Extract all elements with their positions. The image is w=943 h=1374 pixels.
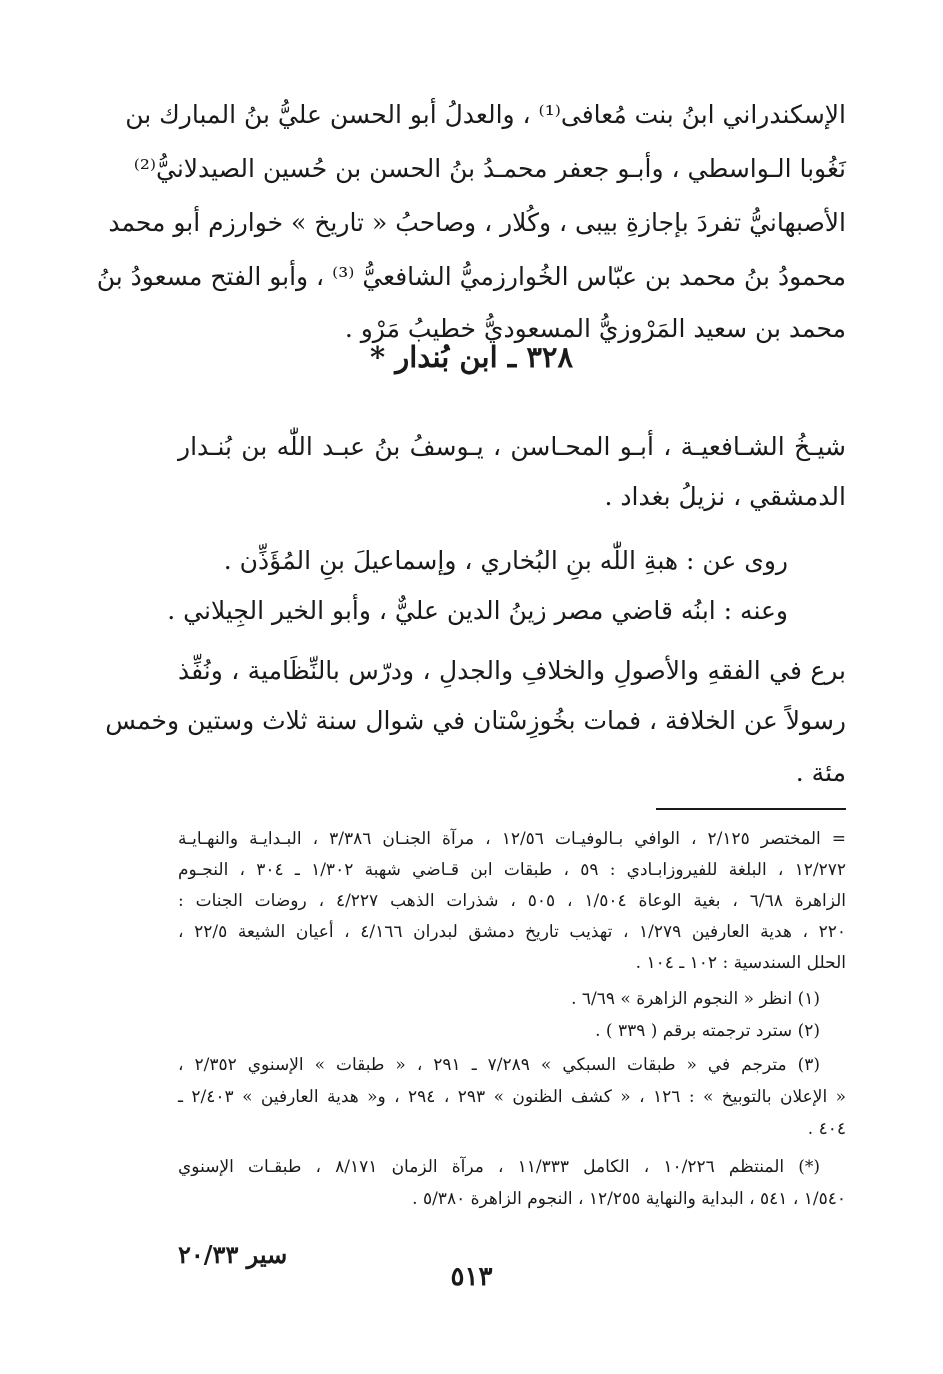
- footnote-separator: [656, 808, 846, 810]
- text-line: محمد بن سعيد المَرْوزيُّ المسعوديُّ خطيبُ مَرْو .: [344, 314, 846, 343]
- text-line: مئة .: [795, 758, 846, 787]
- footnote-star-line: ١/٥٤٠ ، ٥٤١ ، البداية والنهاية ١٢/٢٥٥ ، النجوم الزاهرة ٥/٣٨٠ .: [412, 1189, 846, 1209]
- footnote-line: الحلل السندسية : ١٠٢ ـ ١٠٤ .: [635, 953, 846, 973]
- footnote-2: (٢) سترد ترجمته برقم ( ٣٣٩ ) .: [595, 1021, 820, 1041]
- text-line: رسولاً عن الخلافة ، فمات بخُوزِسْتان في شوال سنة ثلاث وستين وخمس: [105, 706, 846, 735]
- footnote-3: (٣) مترجم في « طبقات السبكي » ٧/٢٨٩ ـ ٢٩١ ، « طبقات » الإسنوي ٢/٣٥٢ ،: [178, 1055, 821, 1075]
- footnote-line: ٢٢٠ ، هدية العارفين ١/٢٧٩ ، تهذيب تاريخ دمشق لبدران ٤/١٦٦ ، أعيان الشيعة ٢٢/٥ ،: [178, 922, 847, 942]
- text-line: نَغُوبا الـواسطي ، وأبـو جعفر محمـدُ بنُ الحسن بن حُسين الصيدلانيُّ⁽²⁾: [133, 154, 846, 183]
- narrated-from: روى عن : هبةِ اللّٰه بنِ البُخاري ، وإسماعيلَ بنِ المُؤَذِّن .: [223, 546, 788, 575]
- footnote-1: (١) انظر « النجوم الزاهرة » ٦/٦٩ .: [571, 989, 820, 1009]
- narrated-by: وعنه : ابنُه قاضي مصر زينُ الدين عليٌّ ، وأبو الخير الجِيلاني .: [167, 596, 788, 625]
- text-line: الدمشقي ، نزيلُ بغداد .: [604, 482, 846, 511]
- footnote-star: (*) المنتظم ١٠/٢٢٦ ، الكامل ١١/٣٣٣ ، مرآة الزمان ٨/١٧١ ، طبقـات الإسنوي: [178, 1157, 820, 1177]
- text-line: شيـخُ الشـافعيـة ، أبـو المحـاسن ، يـوسفُ بنُ عبـد اللّٰه بن بُنـدار: [178, 432, 846, 461]
- footnote-line: ١٢/٢٧٢ ، البلغة للفيروزابـادي : ٥٩ ، طبقات ابن قـاضي شهبة ١/٣٠٢ ـ ٣٠٤ ، النجـوم: [178, 860, 847, 880]
- text-line: برع في الفقهِ والأصولِ والخلافِ والجدلِ ، ودرّس بالنِّظَامية ، ونُفِّذ: [178, 656, 846, 685]
- footnote-3-line: ٤٠٤ .: [807, 1119, 846, 1139]
- volume-reference: سير ٢٠/٣٣: [178, 1240, 288, 1269]
- text-line: الأصبهانيُّ تفردَ بإجازةِ بيبى ، وكُلار ، وصاحبُ « تاريخ » خوارزم أبو محمد: [108, 208, 846, 237]
- page-number: ٥١٣: [450, 1262, 493, 1292]
- footnote-line: = المختصر ٢/١٢٥ ، الوافي بـالوفيـات ١٢/٥٦ ، مرآة الجنـان ٣/٣٨٦ ، البـدايـة والنهـايـة: [178, 829, 846, 849]
- footnote-line: الزاهرة ٦/٦٨ ، بغية الوعاة ١/٥٠٤ ، ٥٠٥ ، شذرات الذهب ٤/٢٢٧ ، روضات الجنات :: [178, 891, 846, 911]
- footnote-3-line: « الإعلان بالتوبيخ » : ١٢٦ ، « كشف الظنون » ٢٩٣ ، ٢٩٤ ، و« هدية العارفين » ٢/٤٠٣ ـ: [178, 1087, 847, 1107]
- text-line: محمودُ بنُ محمد بن عبّاس الخُوارزميُّ الشافعيُّ ⁽³⁾ ، وأبو الفتح مسعودُ بنُ: [96, 262, 846, 291]
- entry-heading: ٣٢٨ ـ ابن بُندار *: [369, 340, 574, 374]
- text-line: الإسكندراني ابنُ بنت مُعافى⁽¹⁾ ، والعدلُ أبو الحسن عليُّ بنُ المبارك بن: [125, 100, 846, 129]
